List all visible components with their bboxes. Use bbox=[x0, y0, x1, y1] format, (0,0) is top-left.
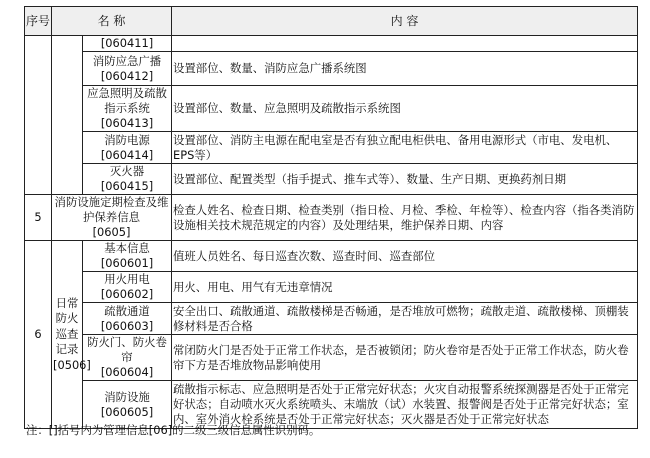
table-header-row bbox=[25, 7, 638, 36]
item-content-060601: 值班人员姓名、每日巡查次数、巡查时间、巡查部位 bbox=[172, 241, 638, 272]
seq-cell-empty bbox=[25, 36, 52, 195]
table-row bbox=[25, 303, 638, 335]
item-content-060603: 安全出口、疏散通道、疏散楼梯是否畅通，是否堆放可燃物；疏散走道、疏散楼梯、顶棚装修材料是否合格 bbox=[172, 303, 638, 335]
table-row bbox=[25, 241, 638, 272]
item-content-060413: 设置部位、数量、应急照明及疏散指示系统图 bbox=[172, 86, 638, 132]
item-name-060414: 消防电源 [060414] bbox=[83, 132, 172, 164]
item-name-060605: 消防设施 [060605] bbox=[83, 381, 172, 429]
group-name-0506: 日常防火巡查记录 [0506] bbox=[52, 241, 83, 429]
header-seq: 序号 bbox=[25, 7, 52, 36]
item-content-060411 bbox=[172, 36, 638, 52]
item-content-060605: 疏散指示标志、应急照明是否处于正常完好状态；火灾自动报警系统探测器是否处于正常完好状态；自动喷水灭火系统喷头、末端放（试）水装置、报警阀是否处于正常完好状态；室内、室外消火栓系统是否处于正常完好状态；灭火器是否处于正常完好状态 bbox=[172, 381, 638, 429]
table-row bbox=[25, 86, 638, 132]
table-row bbox=[25, 132, 638, 164]
item-content-060412: 设置部位、数量、消防应急广播系统图 bbox=[172, 52, 638, 86]
seq-6: 6 bbox=[25, 241, 52, 429]
item-content-060602: 用火、用电、用气有无违章情况 bbox=[172, 272, 638, 303]
seq-5: 5 bbox=[25, 195, 52, 241]
table-row bbox=[25, 335, 638, 381]
item-name-060413: 应急照明及疏散指示系统 [060413] bbox=[83, 86, 172, 132]
item-name-060415: 灭火器 [060415] bbox=[83, 164, 172, 195]
item-content-060414: 设置部位、消防主电源在配电室是否有独立配电柜供电、备用电源形式（市电、发电机、EPS等） bbox=[172, 132, 638, 164]
item-name-060602: 用火用电 [060602] bbox=[83, 272, 172, 303]
table-row bbox=[25, 195, 638, 241]
item-content-060604: 常闭防火门是否处于正常工作状态，是否被锁闭；防火卷帘是否处于正常工作状态，防火卷帘下方是否堆放物品影响使用 bbox=[172, 335, 638, 381]
item-name-060411: [060411] bbox=[83, 36, 172, 52]
header-name: 名 称 bbox=[52, 7, 172, 36]
table-row bbox=[25, 36, 638, 52]
item-content-0605: 检查人姓名、检查日期、检查类别（指日检、月检、季检、年检等）、检查内容（指各类消防设施相关技术规范规定的内容）及处理结果，维护保养日期、内容 bbox=[172, 195, 638, 241]
item-name-060603: 疏散通道 [060603] bbox=[83, 303, 172, 335]
item-name-0605: 消防设施定期检查及维护保养信息 [0605] bbox=[52, 195, 172, 241]
header-content: 内 容 bbox=[172, 7, 638, 36]
table-footnote: 注：[]括号内为管理信息[06]的二级三级信息属性识别码。 bbox=[26, 423, 321, 437]
table-row bbox=[25, 164, 638, 195]
item-name-060604: 防火门、防火卷帘 [060604] bbox=[83, 335, 172, 381]
info-table bbox=[24, 6, 638, 429]
table-row bbox=[25, 52, 638, 86]
item-name-060412: 消防应急广播 [060412] bbox=[83, 52, 172, 86]
group-cell-empty bbox=[52, 36, 83, 195]
table-row bbox=[25, 272, 638, 303]
item-content-060415: 设置部位、配置类型（指手提式、推车式等）、数量、生产日期、更换药剂日期 bbox=[172, 164, 638, 195]
item-name-060601: 基本信息 [060601] bbox=[83, 241, 172, 272]
